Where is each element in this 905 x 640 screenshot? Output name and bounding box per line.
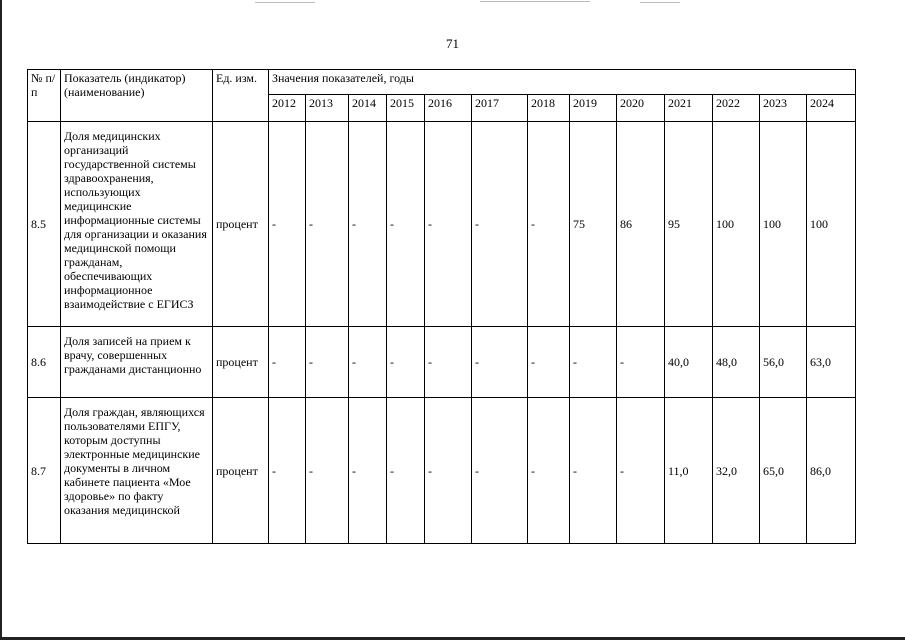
year-header: 2023 bbox=[760, 95, 807, 122]
row-value: - bbox=[425, 327, 472, 398]
year-header: 2019 bbox=[570, 95, 617, 122]
row-value: - bbox=[425, 122, 472, 327]
year-header: 2012 bbox=[269, 95, 306, 122]
row-value: 100 bbox=[713, 122, 760, 327]
header-values-group: Значения показателей, годы bbox=[269, 70, 856, 95]
scan-border-left bbox=[0, 0, 2, 640]
row-value: 40,0 bbox=[665, 327, 713, 398]
row-value: - bbox=[306, 122, 349, 327]
row-value: - bbox=[269, 327, 306, 398]
row-value: 86 bbox=[617, 122, 665, 327]
row-unit: процент bbox=[213, 122, 269, 327]
row-value: - bbox=[472, 122, 528, 327]
scan-speck bbox=[255, 2, 315, 3]
indicators-table bbox=[27, 69, 856, 544]
row-value: - bbox=[617, 327, 665, 398]
row-value: - bbox=[387, 327, 425, 398]
year-header: 2024 bbox=[807, 95, 856, 122]
header-row-top bbox=[28, 70, 856, 95]
row-value: 32,0 bbox=[713, 398, 760, 544]
row-value: - bbox=[349, 398, 387, 544]
row-value: - bbox=[528, 122, 570, 327]
row-value: - bbox=[306, 327, 349, 398]
table-row bbox=[28, 327, 856, 398]
row-value: 65,0 bbox=[760, 398, 807, 544]
year-header: 2013 bbox=[306, 95, 349, 122]
header-indicator: Показатель (индикатор) (наименование) bbox=[61, 70, 213, 122]
row-value: - bbox=[570, 398, 617, 544]
header-num: № п/п bbox=[28, 70, 61, 122]
row-value: - bbox=[269, 398, 306, 544]
row-value: - bbox=[387, 398, 425, 544]
row-value: - bbox=[349, 122, 387, 327]
year-header: 2018 bbox=[528, 95, 570, 122]
row-value: - bbox=[528, 398, 570, 544]
row-value: - bbox=[425, 398, 472, 544]
row-value: - bbox=[269, 122, 306, 327]
row-indicator-name: Доля медицинских организаций государственной системы здравоохранения, использующих медицинские информационные системы для организации и оказания медицинской помощи гражданам, обеспечивающих информационное взаимодействие с ЕГИСЗ bbox=[61, 122, 213, 327]
year-header: 2022 bbox=[713, 95, 760, 122]
row-unit: процент bbox=[213, 398, 269, 544]
row-value: 100 bbox=[807, 122, 856, 327]
page-number: 71 bbox=[446, 36, 459, 51]
row-indicator-name: Доля записей на прием к врачу, совершенных гражданами дистанционно bbox=[61, 327, 213, 398]
scan-speck bbox=[640, 2, 680, 3]
year-header: 2017 bbox=[472, 95, 528, 122]
year-header: 2021 bbox=[665, 95, 713, 122]
table-row bbox=[28, 122, 856, 327]
row-value: - bbox=[570, 327, 617, 398]
row-value: - bbox=[617, 398, 665, 544]
row-value: 63,0 bbox=[807, 327, 856, 398]
row-value: 86,0 bbox=[807, 398, 856, 544]
row-value: - bbox=[472, 398, 528, 544]
row-value: 48,0 bbox=[713, 327, 760, 398]
row-value: - bbox=[528, 327, 570, 398]
row-unit: процент bbox=[213, 327, 269, 398]
scan-speck bbox=[480, 1, 590, 2]
row-value: 75 bbox=[570, 122, 617, 327]
row-value: - bbox=[349, 327, 387, 398]
row-num: 8.5 bbox=[28, 122, 61, 327]
year-header: 2016 bbox=[425, 95, 472, 122]
year-header: 2020 bbox=[617, 95, 665, 122]
row-num: 8.6 bbox=[28, 327, 61, 398]
table-row bbox=[28, 398, 856, 544]
row-value: 11,0 bbox=[665, 398, 713, 544]
row-value: - bbox=[306, 398, 349, 544]
year-header: 2015 bbox=[387, 95, 425, 122]
header-unit: Ед. изм. bbox=[213, 70, 269, 122]
row-indicator-name: Доля граждан, являющихся пользователями ЕПГУ, которым доступны электронные медицинские документы в личном кабинете пациента «Мое здоровье» по факту оказания медицинской bbox=[61, 398, 213, 544]
row-value: - bbox=[472, 327, 528, 398]
year-header: 2014 bbox=[349, 95, 387, 122]
row-num: 8.7 bbox=[28, 398, 61, 544]
row-value: - bbox=[387, 122, 425, 327]
row-value: 100 bbox=[760, 122, 807, 327]
row-value: 95 bbox=[665, 122, 713, 327]
row-value: 56,0 bbox=[760, 327, 807, 398]
